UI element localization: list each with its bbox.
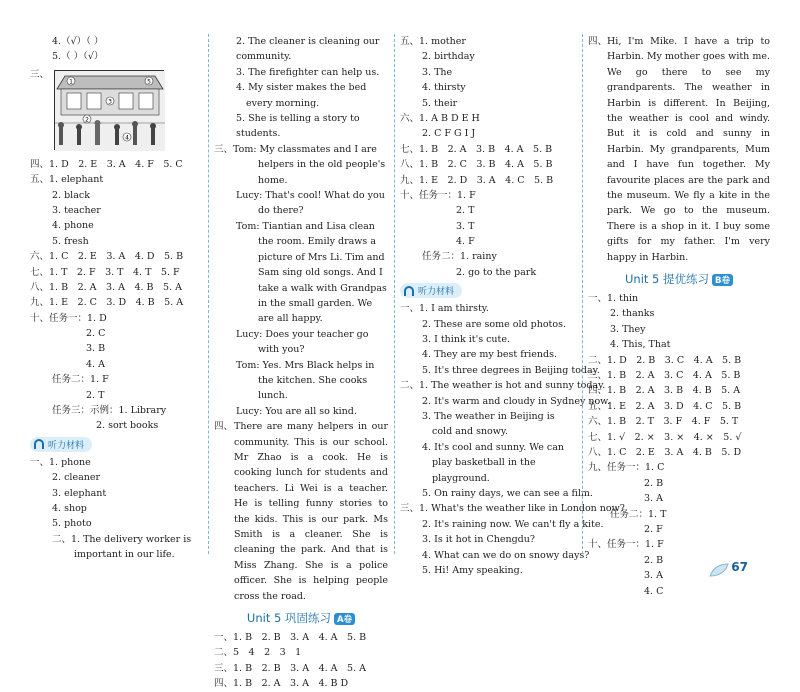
answer-line: 四、1. D 2. E 3. A 4. F 5. C <box>30 158 183 170</box>
answer-line: 3. B <box>86 343 106 355</box>
column-divider <box>582 34 583 554</box>
answer-line: 3. T <box>456 220 475 232</box>
answer-line: 3. The weather in Beijing is cold and snowy. <box>422 410 555 438</box>
picture-number: 5 <box>147 78 151 86</box>
answer-line: 4. C <box>644 585 664 597</box>
answer-line: 5. She is telling a story to students. <box>236 113 360 140</box>
column-divider <box>394 34 395 554</box>
answer-line: 2. C F G I J <box>422 128 476 140</box>
answer-line: 八、1. B 2. A 3. A 4. B 5. A <box>30 281 182 293</box>
picture-number: 3 <box>108 98 112 106</box>
answer-line: 三、1. B 2. B 3. A 4. A 5. A <box>214 662 366 674</box>
picture-number: 2 <box>85 116 89 124</box>
answer-line: 五、1. E 2. A 3. D 4. C 5. B <box>588 400 742 412</box>
answer-line: 四、1. B 2. A 3. B 4. B 5. A <box>588 385 741 397</box>
answer-line: 任务三：示例：1. Library <box>52 405 167 417</box>
answer-line: 十、任务一：1. F <box>588 539 664 551</box>
answer-line: 4. They are my best friends. <box>422 349 558 361</box>
answer-line: 3. elephant <box>52 487 107 499</box>
answer-line: 十、任务一：1. D <box>30 312 107 324</box>
answer-line: 八、1. C 2. E 3. A 4. B 5. D <box>588 447 742 458</box>
picture-number: 1 <box>69 78 73 86</box>
answer-line: 一、1. B 2. B 3. A 4. A 5. B <box>214 632 367 644</box>
passage <box>588 34 770 265</box>
dialogue-line: Tom: Tiantian and Lisa clean the room. Emily draws a picture of Mrs Li. Tim and Sam sing old songs. And I take a walk with Grandpas in the small garden. We are all happy. <box>236 220 387 325</box>
answer-line: 3. teacher <box>52 204 101 216</box>
answer-line: 4. thirsty <box>422 82 466 94</box>
answer-line: 六、1. B 2. T 3. F 4. F 5. T <box>588 416 739 428</box>
answer-line: 二、5 4 2 3 1 <box>214 647 302 659</box>
dialogue-line: Lucy: You are all so kind. <box>236 405 357 417</box>
answer-line: 2. The cleaner is cleaning our community. <box>236 36 380 63</box>
answer-line: 5.（ ）（√） <box>52 51 104 63</box>
column-divider <box>208 34 209 554</box>
answer-line: 5. fresh <box>52 235 89 247</box>
level-tag: B卷 <box>712 274 733 286</box>
unit-title: Unit 5 巩固练习 A卷 <box>214 610 388 626</box>
passage-text: There are many helpers in our community. This is our school. Mr Zhao is a cook. He is cooking lunch for students and teachers. Li Wei is a teacher. He is telling funny stories to the kids. This is our park. Ms Smith is a cleaner. She is cleaning the park. And that is Miss Zhang. She is a police officer. She is helping people cross the road. <box>234 421 388 602</box>
answer-line: 一、1. I am thirsty. <box>400 303 489 315</box>
answer-line: 3. Is it hot in Chengdu? <box>422 534 535 546</box>
answer-line: 2. thanks <box>610 308 655 320</box>
section-label: 三、 <box>30 68 50 80</box>
community-scene-illustration <box>54 70 164 150</box>
answer-line: 四、1. B 2. A 3. A 4. B D <box>214 678 349 690</box>
answer-line: 三、1. B 2. A 3. C 4. A 5. B <box>588 370 741 382</box>
answer-line: 5. On rainy days, we can see a film. <box>422 488 593 500</box>
answer-line: 4. phone <box>52 220 94 232</box>
answer-line: 七、1. √ 2. × 3. × 4. × 5. √ <box>588 431 742 443</box>
answer-line: 2. B <box>644 477 664 489</box>
answer-line: 五、1. elephant <box>30 174 104 186</box>
section-label: 四、 <box>588 36 608 47</box>
answer-line: 3. A <box>644 493 663 505</box>
answer-line: 三、1. What's the weather like in London now? <box>400 503 625 515</box>
dialogue-line: 三、Tom: My classmates and I are helpers in the old people's home. <box>214 143 386 186</box>
answer-line: 二、1. The weather is hot and sunny today. <box>400 380 606 392</box>
answer-line: 4. It's cool and sunny. We can play basketball in the playground. <box>422 441 564 484</box>
answer-line: 3. A <box>644 570 663 582</box>
answer-line: 二、1. D 2. B 3. C 4. A 5. B <box>588 354 742 366</box>
passage-text: Hi, I'm Mike. I have a trip to Harbin. My mother goes with me. We go there to see my grandparents. The weather in Harbin is different. In Beijing, the weather is cool and windy. But it is cold and sunny in Harbin. My grandparents, Mum and I have fun together. My favourite places are the park and the museum. We fly a kite in the park. We go to the museum. There is a shop in it. I buy some gifts for my father. I'm very happy in Harbin. <box>607 36 770 263</box>
answer-line: 5. photo <box>52 518 92 530</box>
answer-line: 2. C <box>86 328 106 340</box>
listening-heading: 听力材料 <box>400 280 576 301</box>
dialogue-line: Lucy: Does your teacher go with you? <box>236 328 369 356</box>
page-number: 67 <box>731 560 748 574</box>
leaf-icon <box>708 562 730 578</box>
answer-line: 2. T <box>456 205 475 217</box>
passage <box>214 419 388 604</box>
answer-line: 2. cleaner <box>52 472 101 484</box>
headphones-icon <box>34 439 44 449</box>
answer-line: 4. My sister makes the bed every morning. <box>236 82 367 109</box>
answer-line: 2. T <box>86 389 105 401</box>
answer-line: 4. A <box>86 358 105 370</box>
answer-line: 七、1. B 2. A 3. B 4. A 5. B <box>400 143 553 155</box>
answer-line: 一、1. thin <box>588 293 639 305</box>
answer-line: 2. B <box>644 554 664 566</box>
dialogue-line: Tom: Yes. Mrs Black helps in the kitchen. She cooks lunch. <box>236 359 375 402</box>
page-number-badge <box>708 560 748 578</box>
section-label: 四、 <box>214 421 234 433</box>
answer-line: 九、1. E 2. C 3. D 4. B 5. A <box>30 297 184 309</box>
answer-column-2 <box>214 34 388 692</box>
answer-line: 九、1. E 2. D 3. A 4. C 5. B <box>400 174 554 186</box>
listening-heading: 听力材料 <box>30 434 202 455</box>
answer-line: 4. F <box>456 236 475 248</box>
answer-line: 5. their <box>422 97 458 109</box>
answer-line: 2. These are some old photos. <box>422 318 566 330</box>
answer-line: 2. F <box>644 523 663 535</box>
answer-line: 3. The <box>422 66 453 78</box>
unit-title: Unit 5 提优练习 B卷 <box>588 271 770 287</box>
answer-line: 2. It's warm and cloudy in Sydney now. <box>422 395 611 407</box>
answer-line: 五、1. mother <box>400 36 466 47</box>
headphones-icon <box>404 286 414 296</box>
answer-line: 2. It's raining now. We can't fly a kite. <box>422 518 604 530</box>
answer-line: 2. birthday <box>422 51 475 63</box>
answer-line: 九、任务一：1. C <box>588 462 665 474</box>
answer-line: 任务二：1. T <box>610 508 667 520</box>
level-tag: A卷 <box>334 613 355 625</box>
answer-line: 2. sort books <box>96 420 159 432</box>
answer-line: 十、任务一：1. F <box>400 189 476 201</box>
answer-line: 5. It's three degrees in Beijing today. <box>422 364 600 376</box>
answer-line: 4.（√）（ ） <box>52 36 104 47</box>
answer-line: 六、1. C 2. E 3. A 4. D 5. B <box>30 251 184 263</box>
dialogue-line: Lucy: That's cool! What do you do there? <box>236 190 385 217</box>
answer-line: 任务二：1. F <box>52 374 109 386</box>
answer-line: 4. shop <box>52 502 87 514</box>
answer-line: 2. black <box>52 189 90 201</box>
answer-line: 2. go to the park <box>456 266 537 278</box>
answer-line: 任务二：1. rainy <box>422 251 497 263</box>
answer-line: 一、1. phone <box>30 456 91 468</box>
answer-line: 3. The firefighter can help us. <box>236 66 380 78</box>
picture-number: 4 <box>125 134 129 142</box>
answer-column-4 <box>588 34 770 599</box>
answer-line: 七、1. T 2. F 3. T 4. T 5. F <box>30 266 180 278</box>
answer-line: 4. What can we do on snowy days? <box>422 549 590 561</box>
answer-line: 4. This, That <box>610 339 671 351</box>
answer-paragraph: 二、1. The delivery worker is important in our life. <box>52 533 192 561</box>
answer-line: 八、1. B 2. C 3. B 4. A 5. B <box>400 159 553 171</box>
answer-line: 六、1. A B D E H <box>400 112 480 124</box>
answer-line: 3. I think it's cute. <box>422 334 510 346</box>
answer-line: 3. They <box>610 323 646 335</box>
answer-line: 5. Hi! Amy speaking. <box>422 564 523 576</box>
